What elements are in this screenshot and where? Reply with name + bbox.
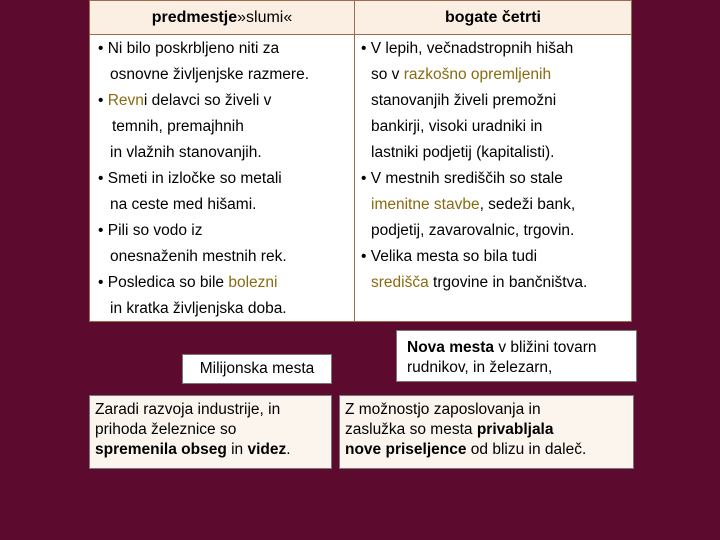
header-suburbs: [90, 1, 355, 35]
employment-bold1: privabljala: [476, 421, 554, 438]
employment-line1: Z možnostjo zaposlovanja in: [345, 401, 541, 418]
rich-quarters-cell: [355, 35, 631, 321]
new-cities-bold: Nova mesta: [407, 339, 495, 356]
comparison-table: [89, 0, 632, 322]
employment-line2: [345, 420, 633, 440]
header-suburbs-rest: »slumi«: [237, 8, 293, 26]
employment-line3: [345, 440, 633, 460]
suburbs-line: onesnaženih mestnih rek.: [110, 248, 287, 265]
suburbs-cell: [90, 35, 355, 321]
rich-line: stanovanjih živeli premožni: [371, 92, 557, 109]
industry-bold1: spremenila obseg: [95, 441, 227, 458]
suburbs-line: in kratka življenjska doba.: [110, 300, 287, 317]
employment-rest: od blizu in daleč.: [466, 441, 587, 458]
new-cities-line1: [407, 338, 636, 358]
suburbs-line: [98, 270, 277, 296]
rich-line: podjetij, zavarovalnic, trgovin.: [371, 222, 575, 239]
suburbs-line: temnih, premajhnih: [112, 118, 244, 135]
suburbs-line: na ceste med hišami.: [110, 196, 257, 213]
header-rich-quarters: bogate četrti: [355, 1, 631, 35]
highlight-text: bolezni: [228, 274, 278, 291]
highlight-text: razkošno opremljenih: [403, 66, 552, 83]
industry-line2: prihoda železnice so: [95, 421, 237, 438]
new-cities-box: [396, 330, 637, 382]
rich-line: lastniki podjetij (kapitalisti).: [371, 144, 555, 161]
highlight-text: Revn: [107, 92, 144, 109]
suburbs-line: osnovne življenjske razmere.: [110, 66, 310, 83]
line-text: •: [98, 92, 108, 109]
employment-box: [339, 395, 634, 469]
rich-line: [371, 270, 587, 296]
industry-mid: in: [226, 441, 248, 458]
industry-line1: Zaradi razvoja industrije, in: [95, 401, 281, 418]
suburbs-line: • Smeti in izločke so metali: [98, 170, 282, 187]
new-cities-line2: rudnikov, in železarn,: [407, 359, 553, 376]
line-text: i delavci so živeli v: [143, 92, 272, 109]
industry-line3: [95, 440, 331, 460]
employment-line2-a: zaslužka so mesta: [345, 421, 477, 438]
line-text: trgovine in bančništva.: [428, 274, 588, 291]
line-text: , sedeži bank,: [479, 196, 576, 213]
suburbs-line: in vlažnih stanovanjih.: [110, 144, 262, 161]
suburbs-line: • Ni bilo poskrbljeno niti za: [98, 40, 280, 57]
header-suburbs-bold: predmestje: [151, 8, 238, 26]
employment-bold2: nove priseljence: [345, 441, 467, 458]
rich-line: • Velika mesta so bila tudi: [361, 248, 538, 265]
industry-reason-box: [89, 395, 332, 469]
industry-bold2: videz: [247, 441, 287, 458]
highlight-text: imenitne stavbe: [371, 196, 480, 213]
million-cities-box: Milijonska mesta: [182, 354, 332, 384]
rich-line: [371, 62, 551, 88]
rich-line: • V lepih, večnadstropnih hišah: [361, 40, 574, 57]
industry-end: .: [286, 441, 291, 458]
line-text: • Posledica so bile: [98, 274, 229, 291]
rich-line: • V mestnih središčih so stale: [361, 170, 563, 187]
suburbs-line: • Pili so vodo iz: [98, 222, 203, 239]
rich-line: bankirji, visoki uradniki in: [371, 118, 543, 135]
highlight-text: središča: [371, 274, 429, 291]
rich-line: [371, 192, 575, 218]
line-text: so v: [371, 66, 404, 83]
new-cities-rest: v bližini tovarn: [494, 339, 597, 356]
suburbs-line: [98, 88, 271, 114]
